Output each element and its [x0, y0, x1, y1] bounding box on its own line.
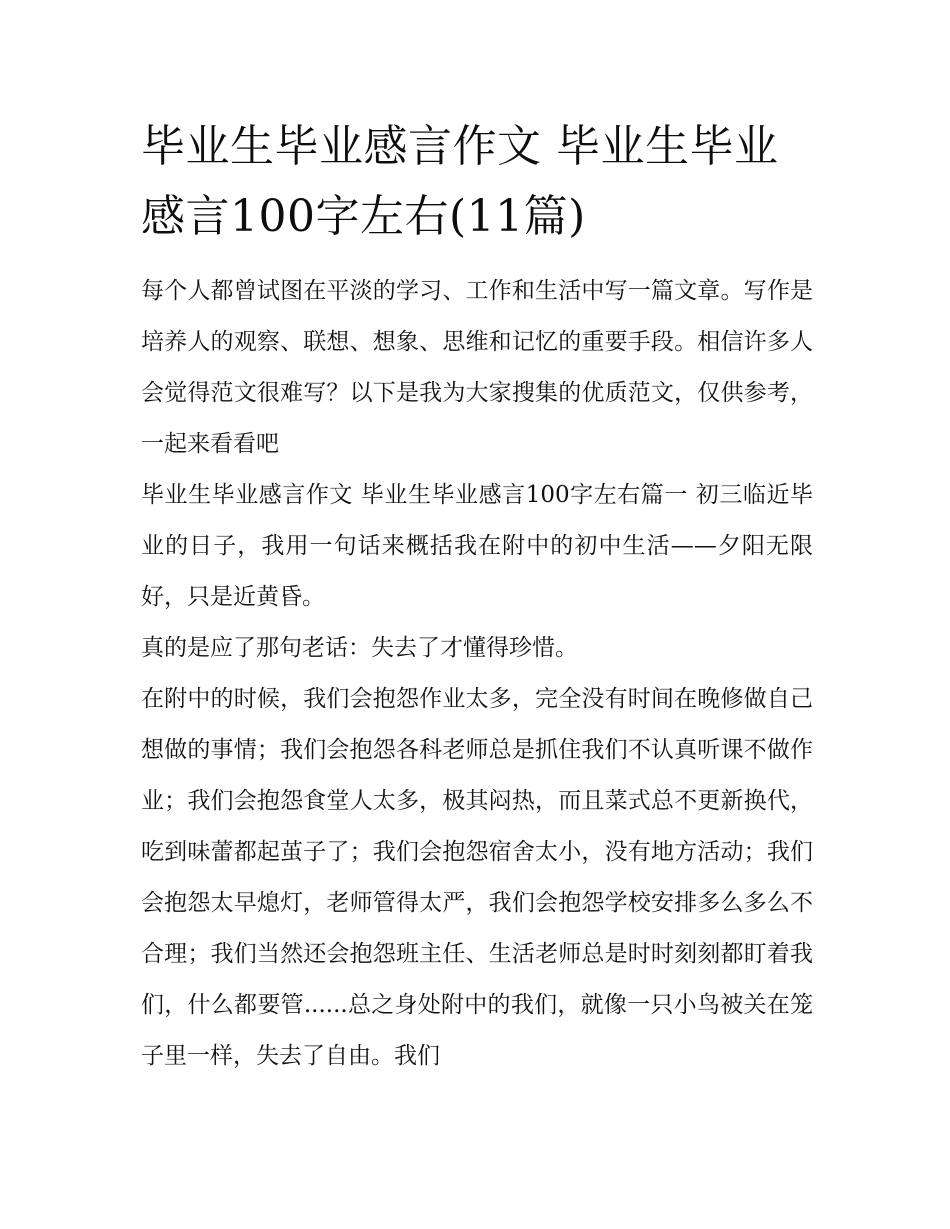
body-paragraph: 在附中的时候，我们会抱怨作业太多，完全没有时间在晚修做自己想做的事情；我们会抱怨各科老师总是抓住我们不认真听课不做作业；我们会抱怨食堂人太多，极其闷热，而且菜式总不更新换代，吃到味蕾都起茧子了；我们会抱怨宿舍太小，没有地方活动；我们会抱怨太早熄灯，老师管得太严，我们会抱怨学校安排多么多么不合理；我们当然还会抱怨班主任、生活老师总是时时刻刻都盯着我们，什么都要管......总之身处附中的我们，就像一只小鸟被关在笼子里一样，失去了自由。我们 — [141, 686, 813, 1069]
intro-paragraph: 每个人都曾试图在平淡的学习、工作和生活中写一篇文章。写作是培养人的观察、联想、想象、思维和记忆的重要手段。相信许多人会觉得范文很难写？以下是我为大家搜集的优质范文，仅供参考，一起来看看吧 — [141, 278, 813, 457]
body-paragraph: 真的是应了那句老话：失去了才懂得珍惜。 — [141, 635, 578, 661]
document-content — [141, 112, 813, 1082]
body-paragraph: 毕业生毕业感言作文 毕业生毕业感言100字左右篇一 初三临近毕业的日子，我用一句话来概括我在附中的初中生活——夕阳无限好，只是近黄昏。 — [141, 482, 813, 610]
document-title: 毕业生毕业感言作文 毕业生毕业感言100字左右(11篇) — [141, 121, 779, 242]
